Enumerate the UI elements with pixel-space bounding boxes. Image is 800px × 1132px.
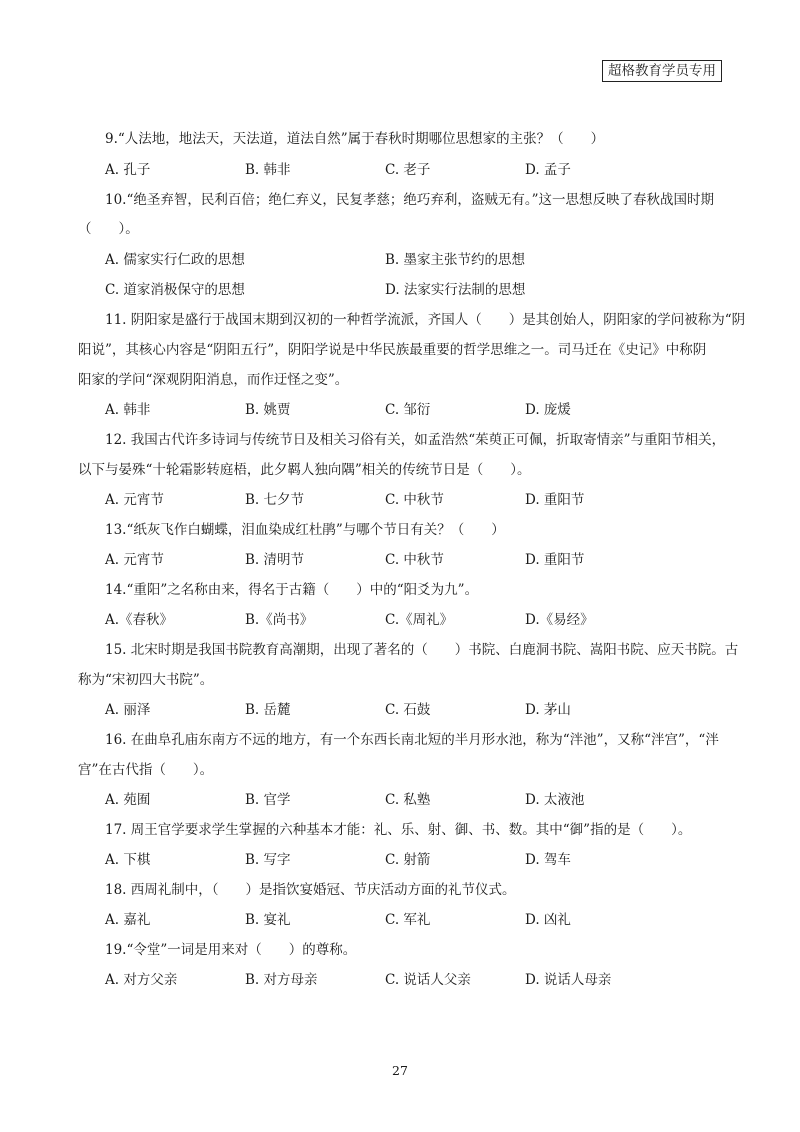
option-a[interactable]: A. 下棋 <box>105 852 151 868</box>
question-stem: 10.“绝圣弃智，民利百倍；绝仁弃义，民复孝慈；绝巧弃利，盗贼无有。”这一思想反映了春秋战国时期 <box>105 192 715 208</box>
question-stem: 14.“重阳”之名称由来，得名于古籍（ ）中的“阳爻为九”。 <box>105 582 479 598</box>
question-stem: 11. 阴阳家是盛行于战国末期到汉初的一种哲学流派，齐国人（ ）是其创始人，阴阳家的学问被称为“阴 <box>105 312 746 328</box>
option-c[interactable]: C. 中秋节 <box>385 552 444 568</box>
option-a[interactable]: A. 苑囿 <box>105 792 151 808</box>
option-b[interactable]: B. 墨家主张节约的思想 <box>385 252 526 268</box>
option-a[interactable]: A. 元宵节 <box>105 492 164 508</box>
option-d[interactable]: D. 重阳节 <box>525 492 585 508</box>
option-a[interactable]: A. 韩非 <box>105 402 151 418</box>
option-c[interactable]: C. 私塾 <box>385 792 431 808</box>
header-badge: 超格教育学员专用 <box>602 60 722 82</box>
option-b[interactable]: B. 写字 <box>245 852 291 868</box>
option-c[interactable]: C. 射箭 <box>385 852 431 868</box>
option-c[interactable]: C. 道家消极保守的思想 <box>105 282 245 298</box>
option-a[interactable]: A.《春秋》 <box>105 612 174 628</box>
question-stem: 13.“纸灰飞作白蝴蝶，泪血染成红杜鹃”与哪个节日有关？（ ） <box>105 522 505 538</box>
option-d[interactable]: D. 说话人母亲 <box>525 972 612 988</box>
option-a[interactable]: A. 元宵节 <box>105 552 164 568</box>
option-d[interactable]: D. 孟子 <box>525 162 571 178</box>
option-b[interactable]: B. 官学 <box>245 792 291 808</box>
question-stem-cont: 称为“宋初四大书院”。 <box>78 672 214 688</box>
option-b[interactable]: B. 对方母亲 <box>245 972 318 988</box>
option-b[interactable]: B. 七夕节 <box>245 492 305 508</box>
option-a[interactable]: A. 丽泽 <box>105 702 151 718</box>
option-d[interactable]: D. 法家实行法制的思想 <box>385 282 526 298</box>
option-a[interactable]: A. 孔子 <box>105 162 151 178</box>
question-stem: 19.“令堂”一词是用来对（ ）的尊称。 <box>105 942 357 958</box>
option-c[interactable]: C. 老子 <box>385 162 431 178</box>
option-d[interactable]: D.《易经》 <box>525 612 594 628</box>
option-b[interactable]: B. 岳麓 <box>245 702 291 718</box>
option-c[interactable]: C. 邹衍 <box>385 402 431 418</box>
option-c[interactable]: C. 说话人父亲 <box>385 972 471 988</box>
option-b[interactable]: B. 清明节 <box>245 552 305 568</box>
option-b[interactable]: B. 姚贾 <box>245 402 291 418</box>
page-number: 27 <box>392 1063 408 1078</box>
option-b[interactable]: B.《尚书》 <box>245 612 314 628</box>
option-c[interactable]: C. 军礼 <box>385 912 431 928</box>
question-stem: 12. 我国古代许多诗词与传统节日及相关习俗有关，如孟浩然“茱萸正可佩，折取寄情亲”与重阳节相关， <box>105 432 726 448</box>
question-stem-cont: （ ）。 <box>78 221 139 237</box>
option-b[interactable]: B. 宴礼 <box>245 912 291 928</box>
question-stem: 9.“人法地，地法天，天法道，道法自然”属于春秋时期哪位思想家的主张？（ ） <box>105 131 605 147</box>
question-stem-cont: 宫”在古代指（ ）。 <box>78 762 214 778</box>
question-stem-cont: 阳说”，其核心内容是“阴阳五行”，阴阳学说是中华民族最重要的哲学思维之一。司马迁在《史记》中称阴 <box>78 342 707 358</box>
option-d[interactable]: D. 太液池 <box>525 792 585 808</box>
question-stem: 15. 北宋时期是我国书院教育高潮期，出现了著名的（ ）书院、白鹿洞书院、嵩阳书院、应天书院。古 <box>105 642 739 658</box>
option-a[interactable]: A. 儒家实行仁政的思想 <box>105 252 245 268</box>
option-d[interactable]: D. 驾车 <box>525 852 571 868</box>
option-a[interactable]: A. 对方父亲 <box>105 972 178 988</box>
question-stem: 16. 在曲阜孔庙东南方不远的地方，有一个东西长南北短的半月形水池，称为“泮池”，又称“泮宫”，“泮 <box>105 732 719 748</box>
option-a[interactable]: A. 嘉礼 <box>105 912 151 928</box>
question-stem: 17. 周王官学要求学生掌握的六种基本才能：礼、乐、射、御、书、数。其中“御”指的是（ ）。 <box>105 822 692 838</box>
option-d[interactable]: D. 茅山 <box>525 702 571 718</box>
option-c[interactable]: C. 石鼓 <box>385 702 431 718</box>
question-stem: 18. 西周礼制中，（ ）是指饮宴婚冠、节庆活动方面的礼节仪式。 <box>105 882 516 898</box>
question-stem-cont: 阳家的学问“深观阴阳消息，而作迂怪之变”。 <box>78 372 349 388</box>
option-d[interactable]: D. 重阳节 <box>525 552 585 568</box>
option-b[interactable]: B. 韩非 <box>245 162 291 178</box>
option-c[interactable]: C.《周礼》 <box>385 612 454 628</box>
option-c[interactable]: C. 中秋节 <box>385 492 444 508</box>
option-d[interactable]: D. 凶礼 <box>525 912 571 928</box>
option-d[interactable]: D. 庞煖 <box>525 402 571 418</box>
question-stem-cont: 以下与晏殊“十轮霜影转庭梧，此夕羁人独向隅”相关的传统节日是（ ）。 <box>78 462 531 478</box>
